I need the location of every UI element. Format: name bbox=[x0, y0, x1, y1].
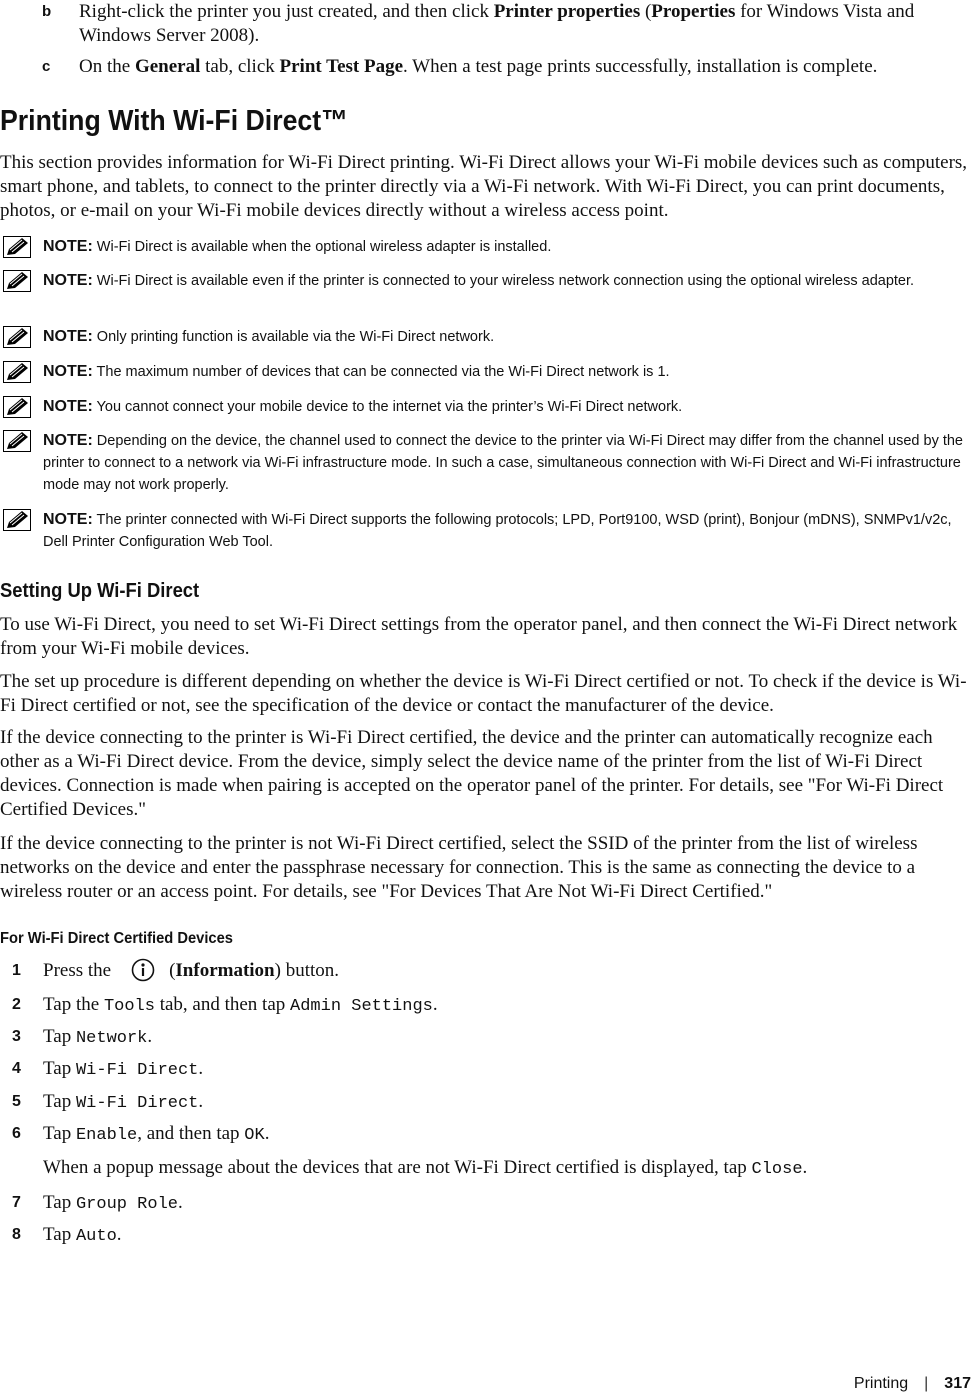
procedure-step bbox=[0, 1191, 971, 1215]
body-paragraph: If the device connecting to the printer is not Wi-Fi Direct certified, select the SSID of the printer from the list of wireless networks on the device and enter the passphrase necessary for connection. This is the same as connecting the device to a wireless router or an access point. For details, see "For Devices That Are Not Wi-Fi Direct Certified." bbox=[0, 833, 918, 902]
step-number: 4 bbox=[12, 1060, 21, 1077]
substep-text: Right-click the printer you just created, and then click Printer properties (Properties for Windows Vista and Windows Server 2008). bbox=[79, 1, 915, 46]
note-text: NOTE: Wi-Fi Direct is available when the optional wireless adapter is installed. bbox=[43, 238, 552, 255]
ui-term: Close bbox=[751, 1160, 803, 1179]
note-pencil-icon bbox=[3, 509, 31, 531]
procedure-step bbox=[0, 1025, 971, 1049]
note-pencil-icon bbox=[3, 326, 31, 348]
step-number: 5 bbox=[12, 1093, 21, 1110]
note-pencil-icon bbox=[3, 396, 31, 418]
information-term: Information bbox=[175, 960, 275, 981]
step-number: 8 bbox=[12, 1226, 21, 1243]
note-label: NOTE: bbox=[43, 398, 93, 415]
note-label: NOTE: bbox=[43, 432, 93, 449]
ui-term: Admin Settings bbox=[290, 997, 433, 1016]
note-label: NOTE: bbox=[43, 238, 93, 255]
substep-label: c bbox=[42, 58, 51, 75]
note-label: NOTE: bbox=[43, 363, 93, 380]
procedure-step bbox=[0, 993, 971, 1017]
step-text: Tap Enable, and then tap OK. bbox=[43, 1123, 270, 1145]
step-note bbox=[0, 1156, 971, 1180]
note-text: NOTE: The printer connected with Wi-Fi Direct supports the following protocols; LPD, Port9100, WSD (print), Bonjour (mDNS), SNMPv1/v2c, Dell Printer Configuration Web Tool. bbox=[43, 511, 952, 550]
body-paragraph: The set up procedure is different depending on whether the device is Wi-Fi Direct certified or not. To check if the device is Wi-Fi Direct certified or not, see the specification of the device or contact the manufacturer of the device. bbox=[0, 671, 967, 716]
ui-term: Wi-Fi Direct bbox=[75, 1061, 199, 1080]
note-label: NOTE: bbox=[43, 511, 93, 528]
body-paragraph: To use Wi-Fi Direct, you need to set Wi-Fi Direct settings from the operator panel, and then connect the Wi-Fi Direct network from your Wi-Fi mobile devices. bbox=[0, 614, 958, 659]
note-pencil-icon bbox=[3, 361, 31, 383]
note-text: NOTE: The maximum number of devices that can be connected via the Wi-Fi Direct network is 1. bbox=[43, 363, 670, 380]
ui-term: Tools bbox=[103, 997, 155, 1016]
general-tab-term: General bbox=[134, 56, 201, 77]
ui-term: Group Role bbox=[75, 1195, 178, 1214]
step-text: Tap Wi-Fi Direct. bbox=[43, 1091, 204, 1113]
note-text: NOTE: Depending on the device, the channel used to connect the device to the printer via Wi-Fi Direct may differ from the channel used by the printer to connect to a network via Wi-Fi infrastructure mode. In such a case, simultaneous connection with Wi-Fi Direct and Wi-Fi infrastructure mode may not work properly. bbox=[43, 432, 964, 493]
page-number: 317 bbox=[944, 1375, 971, 1392]
note-pencil-icon bbox=[3, 270, 31, 292]
step-text: When a popup message about the devices that are not Wi-Fi Direct certified is displayed, tap Close. bbox=[43, 1157, 808, 1179]
step-text: Tap the Tools tab, and then tap Admin Settings. bbox=[43, 994, 438, 1016]
footer-section: Printing bbox=[853, 1375, 909, 1392]
note-pencil-icon bbox=[3, 236, 31, 258]
substep-text: On the General tab, click Print Test Page. When a test page prints successfully, installation is complete. bbox=[79, 56, 878, 77]
page-footer bbox=[854, 1373, 971, 1395]
step-number: 6 bbox=[12, 1125, 21, 1142]
step-number: 1 bbox=[12, 962, 21, 979]
step-text: Press the (Information) button. bbox=[43, 959, 963, 984]
procedure-step bbox=[0, 1057, 971, 1081]
procedure-step bbox=[0, 1122, 971, 1146]
procedure-title: For Wi-Fi Direct Certified Devices bbox=[0, 930, 233, 947]
substep-c bbox=[0, 55, 965, 79]
information-button-icon bbox=[131, 958, 155, 982]
intro-paragraph: This section provides information for Wi-Fi Direct printing. Wi-Fi Direct allows your Wi-Fi mobile devices such as computers, smart phone, and tablets, to connect to the printer directly via a Wi-Fi network. With Wi-Fi Direct, you can print documents, photos, or e-mail on your Wi-Fi mobile devices directly without a wireless access point. bbox=[0, 152, 968, 221]
subsection-title: Setting Up Wi-Fi Direct bbox=[0, 580, 200, 602]
step-number: 7 bbox=[12, 1194, 21, 1211]
ui-term: Network bbox=[75, 1029, 148, 1048]
step-text: Tap Auto. bbox=[43, 1224, 122, 1246]
note-label: NOTE: bbox=[43, 272, 93, 289]
note-text: NOTE: Only printing function is available via the Wi-Fi Direct network. bbox=[43, 328, 495, 345]
substep-label: b bbox=[42, 3, 52, 20]
printer-properties-term: Printer properties bbox=[493, 1, 641, 22]
note-text: NOTE: Wi-Fi Direct is available even if the printer is connected to your wireless network connection using the optional wireless adapter. bbox=[43, 272, 915, 289]
step-text: Tap Group Role. bbox=[43, 1192, 183, 1214]
ui-term: Wi-Fi Direct bbox=[75, 1094, 199, 1113]
procedure-step bbox=[0, 1090, 971, 1114]
substep-b bbox=[0, 0, 965, 48]
note-text: NOTE: You cannot connect your mobile device to the internet via the printer’s Wi-Fi Direct network. bbox=[43, 398, 683, 415]
step-text: Tap Wi-Fi Direct. bbox=[43, 1058, 204, 1080]
section-title: Printing With Wi-Fi Direct™ bbox=[0, 105, 348, 137]
procedure-step bbox=[0, 959, 971, 985]
print-test-page-term: Print Test Page bbox=[279, 56, 404, 77]
ui-term: Enable bbox=[75, 1126, 138, 1145]
step-number: 2 bbox=[12, 996, 21, 1013]
ui-term: Auto bbox=[75, 1227, 117, 1246]
properties-term: Properties bbox=[651, 1, 736, 22]
procedure-step bbox=[0, 1223, 971, 1247]
note-pencil-icon bbox=[3, 430, 31, 452]
body-paragraph: If the device connecting to the printer is Wi-Fi Direct certified, the device and the printer can automatically recognize each other as a Wi-Fi Direct device. From the device, simply select the device name of the printer from the list of Wi-Fi Direct devices. Connection is made when pairing is accepted on the operator panel of the printer. For details, see "For Wi-Fi Direct Certified Devices." bbox=[0, 727, 944, 820]
ui-term: OK bbox=[244, 1126, 265, 1145]
note-label: NOTE: bbox=[43, 328, 93, 345]
step-number: 3 bbox=[12, 1028, 21, 1045]
footer-separator: | bbox=[924, 1375, 929, 1392]
step-text: Tap Network. bbox=[43, 1026, 153, 1048]
